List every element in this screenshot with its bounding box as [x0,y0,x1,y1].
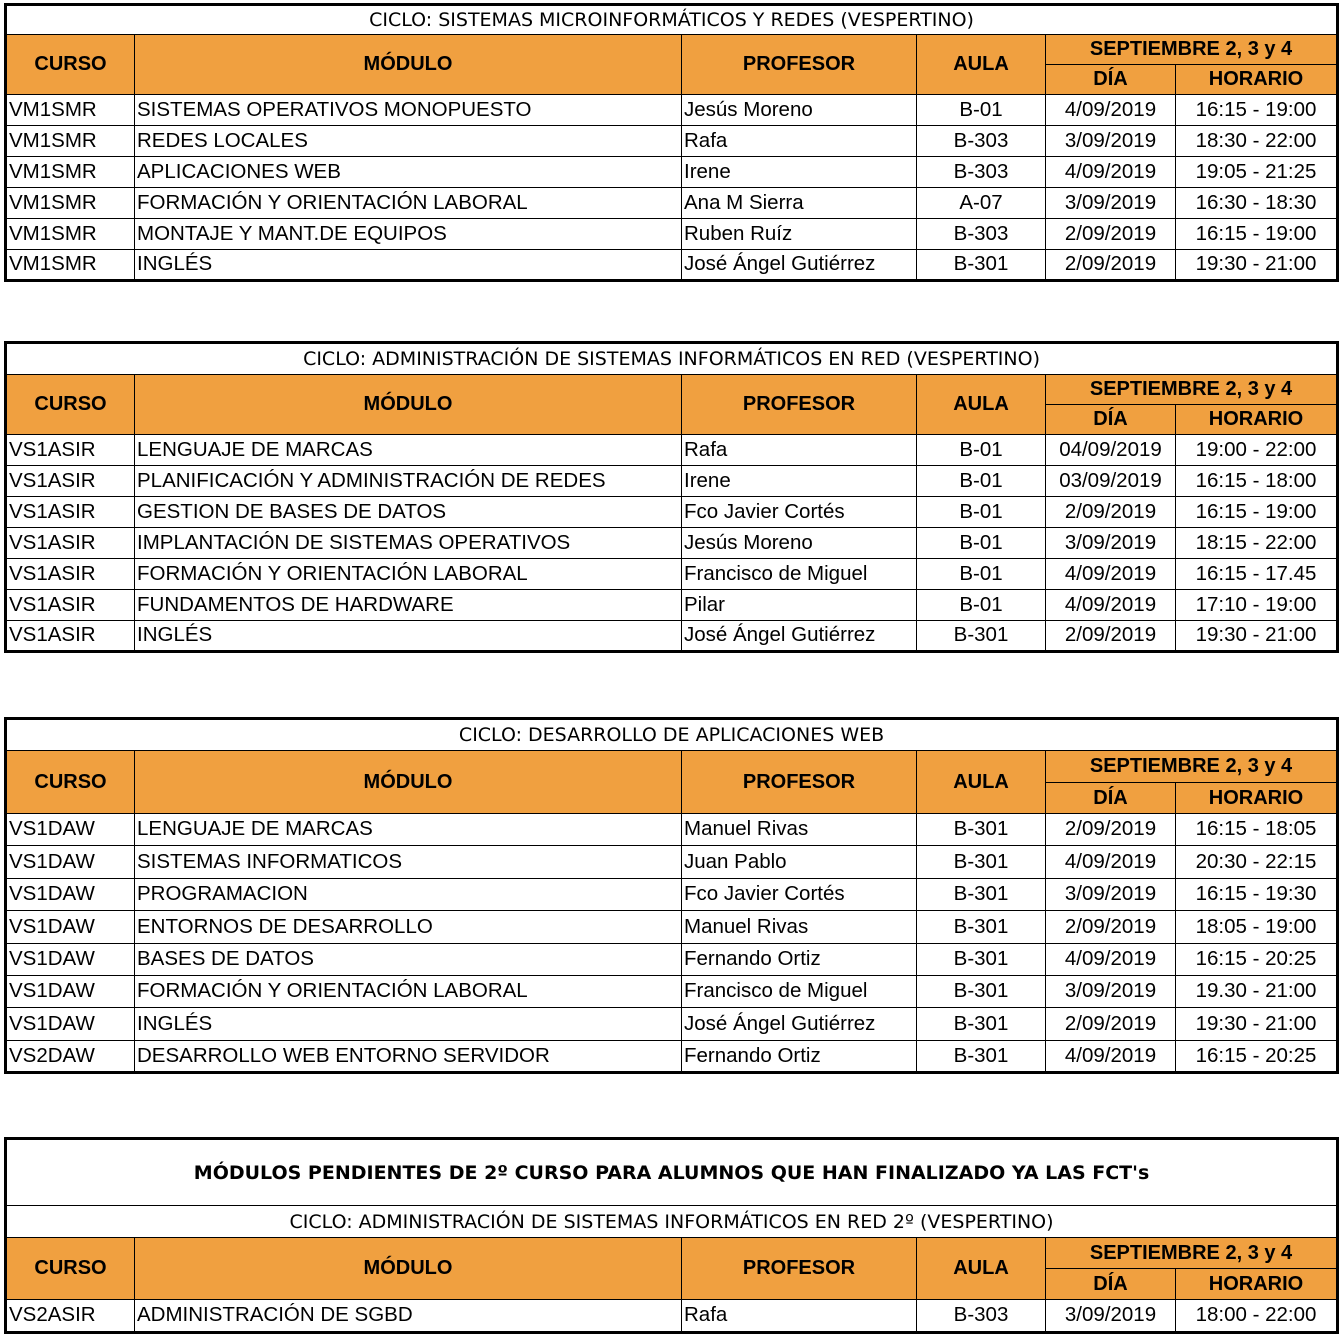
aula-cell: B-301 [917,846,1046,878]
table-row [6,878,1338,910]
header-septiembre: SEPTIEMBRE 2, 3 y 4 [1046,751,1338,783]
dia-cell: 2/09/2019 [1046,250,1176,281]
header-horario: HORARIO [1176,1269,1338,1300]
header-dia: DÍA [1046,1269,1176,1300]
modulo-cell: FORMACIÓN Y ORIENTACIÓN LABORAL [135,559,682,590]
profesor-cell: Jesús Moreno [682,95,917,126]
dia-cell: 4/09/2019 [1046,1040,1176,1072]
aula-cell: B-303 [917,1300,1046,1333]
dia-cell: 2/09/2019 [1046,219,1176,250]
aula-cell: B-01 [917,95,1046,126]
curso-cell: VS1ASIR [6,435,135,466]
header-profesor: PROFESOR [682,375,917,435]
header-profesor: PROFESOR [682,1238,917,1300]
modulo-cell: REDES LOCALES [135,126,682,157]
aula-cell: B-01 [917,528,1046,559]
profesor-cell: Ana M Sierra [682,188,917,219]
table-row [6,975,1338,1007]
aula-cell: B-01 [917,435,1046,466]
aula-cell: B-301 [917,621,1046,652]
table-row [6,559,1338,590]
aula-cell: B-301 [917,1040,1046,1072]
modulo-cell: FORMACIÓN Y ORIENTACIÓN LABORAL [135,975,682,1007]
modulo-cell: ENTORNOS DE DESARROLLO [135,911,682,943]
dia-cell: 4/09/2019 [1046,943,1176,975]
dia-cell: 3/09/2019 [1046,188,1176,219]
header-aula: AULA [917,751,1046,814]
table-row [6,435,1338,466]
horario-cell: 16:15 - 18:00 [1176,466,1338,497]
table-row [6,1040,1338,1072]
curso-cell: VS2ASIR [6,1300,135,1333]
modulo-cell: IMPLANTACIÓN DE SISTEMAS OPERATIVOS [135,528,682,559]
dia-cell: 4/09/2019 [1046,846,1176,878]
aula-cell: B-301 [917,250,1046,281]
header-dia: DÍA [1046,65,1176,95]
header-horario: HORARIO [1176,405,1338,435]
curso-cell: VM1SMR [6,188,135,219]
horario-cell: 16:15 - 20:25 [1176,943,1338,975]
dia-cell: 2/09/2019 [1046,911,1176,943]
header-curso: CURSO [6,1238,135,1300]
table-row [6,911,1338,943]
horario-cell: 19:30 - 21:00 [1176,250,1338,281]
horario-cell: 19.30 - 21:00 [1176,975,1338,1007]
header-modulo: MÓDULO [135,751,682,814]
header-curso: CURSO [6,35,135,95]
table-row [6,95,1338,126]
schedule-table [4,3,1339,282]
modulo-cell: MONTAJE Y MANT.DE EQUIPOS [135,219,682,250]
horario-cell: 19:05 - 21:25 [1176,157,1338,188]
aula-cell: B-301 [917,814,1046,846]
curso-cell: VS1ASIR [6,528,135,559]
curso-cell: VS1DAW [6,943,135,975]
profesor-cell: José Ángel Gutiérrez [682,250,917,281]
curso-cell: VM1SMR [6,157,135,188]
curso-cell: VM1SMR [6,250,135,281]
modulo-cell: ADMINISTRACIÓN DE SGBD [135,1300,682,1333]
curso-cell: VS1DAW [6,814,135,846]
dia-cell: 03/09/2019 [1046,466,1176,497]
header-septiembre: SEPTIEMBRE 2, 3 y 4 [1046,35,1338,65]
table-row [6,188,1338,219]
modulo-cell: LENGUAJE DE MARCAS [135,435,682,466]
aula-cell: B-01 [917,466,1046,497]
aula-cell: B-01 [917,559,1046,590]
aula-cell: B-303 [917,157,1046,188]
dia-cell: 3/09/2019 [1046,975,1176,1007]
table-row [6,621,1338,652]
aula-cell: B-301 [917,943,1046,975]
profesor-cell: Pilar [682,590,917,621]
profesor-cell: Fernando Ortiz [682,1040,917,1072]
modulo-cell: BASES DE DATOS [135,943,682,975]
aula-cell: B-01 [917,590,1046,621]
modulo-cell: INGLÉS [135,250,682,281]
profesor-cell: Rafa [682,435,917,466]
curso-cell: VS2DAW [6,1040,135,1072]
dia-cell: 3/09/2019 [1046,126,1176,157]
modulo-cell: FUNDAMENTOS DE HARDWARE [135,590,682,621]
profesor-cell: Manuel Rivas [682,911,917,943]
modulo-cell: SISTEMAS INFORMATICOS [135,846,682,878]
horario-cell: 19:00 - 22:00 [1176,435,1338,466]
profesor-cell: Irene [682,466,917,497]
modulo-cell: INGLÉS [135,1008,682,1040]
aula-cell: B-301 [917,911,1046,943]
aula-cell: A-07 [917,188,1046,219]
horario-cell: 19:30 - 21:00 [1176,1008,1338,1040]
profesor-cell: Ruben Ruíz [682,219,917,250]
curso-cell: VS1DAW [6,1008,135,1040]
horario-cell: 16:15 - 19:30 [1176,878,1338,910]
curso-cell: VM1SMR [6,95,135,126]
header-modulo: MÓDULO [135,35,682,95]
header-septiembre: SEPTIEMBRE 2, 3 y 4 [1046,1238,1338,1269]
dia-cell: 4/09/2019 [1046,95,1176,126]
modulo-cell: PLANIFICACIÓN Y ADMINISTRACIÓN DE REDES [135,466,682,497]
horario-cell: 19:30 - 21:00 [1176,621,1338,652]
dia-cell: 2/09/2019 [1046,814,1176,846]
table-row [6,1300,1338,1333]
modulo-cell: FORMACIÓN Y ORIENTACIÓN LABORAL [135,188,682,219]
horario-cell: 16:15 - 20:25 [1176,1040,1338,1072]
aula-cell: B-303 [917,126,1046,157]
dia-cell: 4/09/2019 [1046,590,1176,621]
horario-cell: 16:30 - 18:30 [1176,188,1338,219]
table-row [6,1008,1338,1040]
dia-cell: 2/09/2019 [1046,497,1176,528]
curso-cell: VS1ASIR [6,621,135,652]
horario-cell: 18:30 - 22:00 [1176,126,1338,157]
table-row [6,943,1338,975]
modulo-cell: GESTION DE BASES DE DATOS [135,497,682,528]
header-curso: CURSO [6,751,135,814]
curso-cell: VS1DAW [6,878,135,910]
header-modulo: MÓDULO [135,1238,682,1300]
aula-cell: B-303 [917,219,1046,250]
table-row [6,219,1338,250]
modulo-cell: DESARROLLO WEB ENTORNO SERVIDOR [135,1040,682,1072]
dia-cell: 3/09/2019 [1046,1300,1176,1333]
curso-cell: VS1ASIR [6,497,135,528]
modulo-cell: LENGUAJE DE MARCAS [135,814,682,846]
profesor-cell: Francisco de Miguel [682,975,917,1007]
profesor-cell: Francisco de Miguel [682,559,917,590]
schedule-table [4,717,1339,1074]
aula-cell: B-301 [917,878,1046,910]
aula-cell: B-301 [917,1008,1046,1040]
dia-cell: 4/09/2019 [1046,559,1176,590]
dia-cell: 2/09/2019 [1046,621,1176,652]
profesor-cell: José Ángel Gutiérrez [682,621,917,652]
header-horario: HORARIO [1176,65,1338,95]
table-title: CICLO: ADMINISTRACIÓN DE SISTEMAS INFORMÁTICOS EN RED (VESPERTINO) [6,343,1338,375]
horario-cell: 18:15 - 22:00 [1176,528,1338,559]
dia-cell: 3/09/2019 [1046,878,1176,910]
schedule-table [4,341,1339,653]
horario-cell: 16:15 - 17.45 [1176,559,1338,590]
modulo-cell: INGLÉS [135,621,682,652]
header-horario: HORARIO [1176,783,1338,814]
table-row [6,126,1338,157]
dia-cell: 04/09/2019 [1046,435,1176,466]
header-modulo: MÓDULO [135,375,682,435]
modulo-cell: APLICACIONES WEB [135,157,682,188]
table-row [6,814,1338,846]
table-row [6,250,1338,281]
header-septiembre: SEPTIEMBRE 2, 3 y 4 [1046,375,1338,405]
table-title: CICLO: ADMINISTRACIÓN DE SISTEMAS INFORMÁTICOS EN RED 2º (VESPERTINO) [6,1206,1338,1238]
table-row [6,157,1338,188]
curso-cell: VS1ASIR [6,466,135,497]
horario-cell: 17:10 - 19:00 [1176,590,1338,621]
table-title: CICLO: SISTEMAS MICROINFORMÁTICOS Y REDES (VESPERTINO) [6,5,1338,35]
table-row [6,528,1338,559]
table-row [6,497,1338,528]
profesor-cell: Juan Pablo [682,846,917,878]
modulo-cell: PROGRAMACION [135,878,682,910]
modulo-cell: SISTEMAS OPERATIVOS MONOPUESTO [135,95,682,126]
aula-cell: B-01 [917,497,1046,528]
curso-cell: VM1SMR [6,126,135,157]
header-dia: DÍA [1046,405,1176,435]
profesor-cell: Irene [682,157,917,188]
table-row [6,466,1338,497]
dia-cell: 3/09/2019 [1046,528,1176,559]
curso-cell: VS1ASIR [6,559,135,590]
schedule-table [4,1137,1339,1334]
profesor-cell: Jesús Moreno [682,528,917,559]
horario-cell: 18:05 - 19:00 [1176,911,1338,943]
header-profesor: PROFESOR [682,751,917,814]
horario-cell: 16:15 - 18:05 [1176,814,1338,846]
header-dia: DÍA [1046,783,1176,814]
profesor-cell: Rafa [682,1300,917,1333]
horario-cell: 18:00 - 22:00 [1176,1300,1338,1333]
section-banner: MÓDULOS PENDIENTES DE 2º CURSO PARA ALUMNOS QUE HAN FINALIZADO YA LAS FCT's [6,1139,1338,1206]
header-aula: AULA [917,35,1046,95]
horario-cell: 20:30 - 22:15 [1176,846,1338,878]
table-row [6,590,1338,621]
profesor-cell: Fco Javier Cortés [682,497,917,528]
profesor-cell: Rafa [682,126,917,157]
header-profesor: PROFESOR [682,35,917,95]
table-title: CICLO: DESARROLLO DE APLICACIONES WEB [6,719,1338,751]
curso-cell: VM1SMR [6,219,135,250]
curso-cell: VS1ASIR [6,590,135,621]
header-aula: AULA [917,375,1046,435]
horario-cell: 16:15 - 19:00 [1176,219,1338,250]
curso-cell: VS1DAW [6,975,135,1007]
dia-cell: 4/09/2019 [1046,157,1176,188]
profesor-cell: Fernando Ortiz [682,943,917,975]
curso-cell: VS1DAW [6,846,135,878]
profesor-cell: José Ángel Gutiérrez [682,1008,917,1040]
curso-cell: VS1DAW [6,911,135,943]
table-row [6,846,1338,878]
header-aula: AULA [917,1238,1046,1300]
horario-cell: 16:15 - 19:00 [1176,95,1338,126]
header-curso: CURSO [6,375,135,435]
aula-cell: B-301 [917,975,1046,1007]
profesor-cell: Manuel Rivas [682,814,917,846]
dia-cell: 2/09/2019 [1046,1008,1176,1040]
profesor-cell: Fco Javier Cortés [682,878,917,910]
horario-cell: 16:15 - 19:00 [1176,497,1338,528]
